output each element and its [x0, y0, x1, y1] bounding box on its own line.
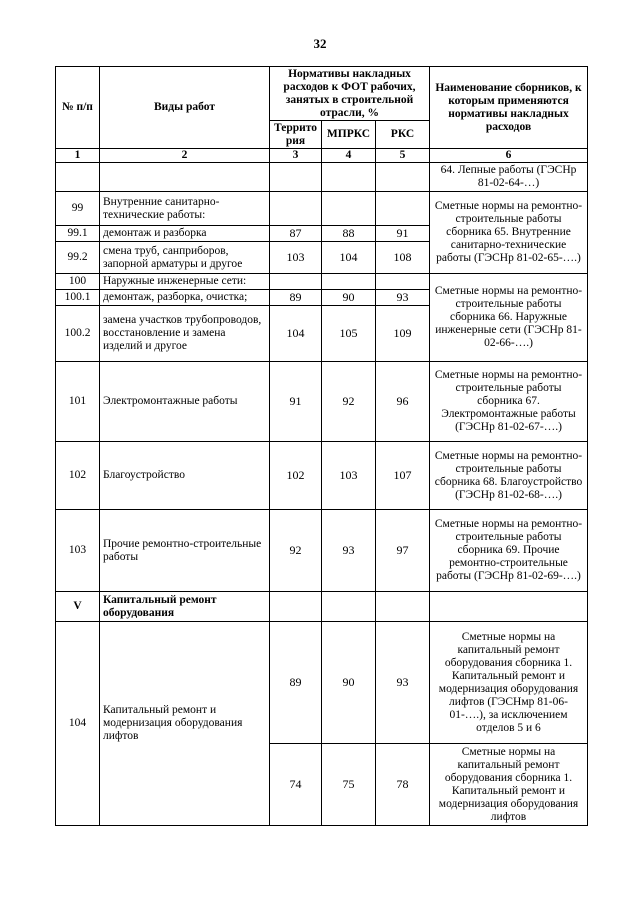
work-type: замена участков трубопроводов, восстановление и замена изделий и другое [100, 306, 270, 362]
table-row [56, 592, 588, 622]
value-rks: 108 [376, 242, 430, 274]
collection-name: Сметные нормы на ремонтно-строительные работы сборника 65. Внутренние санитарно-технические работы (ГЭСНр 81-02-65-….) [430, 192, 588, 274]
header-norms: Нормативы накладных расходов к ФОТ рабочих, занятых в строительной отрасли, % [270, 67, 430, 121]
value-territory: 91 [270, 362, 322, 442]
collection-name: Сметные нормы на капитальный ремонт оборудования сборника 1. Капитальный ремонт и модернизация оборудования лифтов (ГЭСНмр 81-06-01-….), за исключением отделов 5 и 6 [430, 622, 588, 744]
value-territory: 92 [270, 510, 322, 592]
row-number: 101 [56, 362, 100, 442]
value-mprks: 75 [322, 744, 376, 826]
table-row [56, 362, 588, 442]
header-mprks: МПРКС [322, 121, 376, 149]
work-type: Внутренние санитарно-технические работы: [100, 192, 270, 226]
value-territory: 89 [270, 290, 322, 306]
row-number: 102 [56, 442, 100, 510]
value-mprks: 88 [322, 226, 376, 242]
row-number: 99 [56, 192, 100, 226]
row-number: 100.1 [56, 290, 100, 306]
value-territory: 102 [270, 442, 322, 510]
index-4: 4 [322, 149, 376, 163]
value-mprks: 90 [322, 290, 376, 306]
collection-name: Сметные нормы на ремонтно-строительные работы сборника 68. Благоустройство (ГЭСНр 81-02-68-….) [430, 442, 588, 510]
value-territory: 89 [270, 622, 322, 744]
work-type: Наружные инженерные сети: [100, 274, 270, 290]
value-mprks: 92 [322, 362, 376, 442]
value-mprks: 90 [322, 622, 376, 744]
value-rks: 97 [376, 510, 430, 592]
collection-name: Сметные нормы на ремонтно-строительные работы сборника 69. Прочие ремонтно-строительные работы (ГЭСНр 81-02-69-….) [430, 510, 588, 592]
index-1: 1 [56, 149, 100, 163]
work-type: демонтаж, разборка, очистка; [100, 290, 270, 306]
value-territory: 74 [270, 744, 322, 826]
value-territory: 104 [270, 306, 322, 362]
table-row [56, 192, 588, 226]
row-number: 104 [56, 622, 100, 826]
index-2: 2 [100, 149, 270, 163]
work-type: Капитальный ремонт и модернизация оборудования лифтов [100, 622, 270, 826]
value-territory: 87 [270, 226, 322, 242]
work-type: Благоустройство [100, 442, 270, 510]
section-number: V [56, 592, 100, 622]
value-rks: 96 [376, 362, 430, 442]
section-title: Капитальный ремонт оборудования [100, 592, 270, 622]
header-collections: Наименование сборников, к которым применяются нормативы накладных расходов [430, 67, 588, 149]
value-territory: 103 [270, 242, 322, 274]
collection-name: Сметные нормы на капитальный ремонт оборудования сборника 1. Капитальный ремонт и модернизация оборудования лифтов [430, 744, 588, 826]
collection-name: 64. Лепные работы (ГЭСНр 81-02-64-…) [430, 163, 588, 192]
value-mprks: 103 [322, 442, 376, 510]
value-mprks: 105 [322, 306, 376, 362]
header-work-types: Виды работ [100, 67, 270, 149]
index-6: 6 [430, 149, 588, 163]
value-mprks: 93 [322, 510, 376, 592]
row-number: 103 [56, 510, 100, 592]
table-row [56, 510, 588, 592]
header-territory: Террито рия [270, 121, 322, 149]
collection-name: Сметные нормы на ремонтно-строительные работы сборника 67. Электромонтажные работы (ГЭСНр 81-02-67-….) [430, 362, 588, 442]
table-row [56, 622, 588, 744]
table-row [56, 163, 588, 192]
value-rks: 107 [376, 442, 430, 510]
overhead-norms-table [55, 66, 588, 826]
row-number: 99.2 [56, 242, 100, 274]
value-rks: 91 [376, 226, 430, 242]
value-rks: 109 [376, 306, 430, 362]
work-type: Прочие ремонтно-строительные работы [100, 510, 270, 592]
row-number: 100 [56, 274, 100, 290]
row-number: 99.1 [56, 226, 100, 242]
value-rks: 78 [376, 744, 430, 826]
value-rks: 93 [376, 290, 430, 306]
page-number: 32 [313, 36, 327, 51]
work-type: Электромонтажные работы [100, 362, 270, 442]
value-rks: 93 [376, 622, 430, 744]
collection-name: Сметные нормы на ремонтно-строительные работы сборника 66. Наружные инженерные сети (ГЭСНр 81-02-66-….) [430, 274, 588, 362]
index-5: 5 [376, 149, 430, 163]
table-row [56, 442, 588, 510]
work-type: смена труб, санприборов, запорной арматуры и другое [100, 242, 270, 274]
row-number: 100.2 [56, 306, 100, 362]
header-rks: РКС [376, 121, 430, 149]
value-mprks: 104 [322, 242, 376, 274]
table-row [56, 274, 588, 290]
work-type: демонтаж и разборка [100, 226, 270, 242]
index-3: 3 [270, 149, 322, 163]
header-number: № п/п [56, 67, 100, 149]
